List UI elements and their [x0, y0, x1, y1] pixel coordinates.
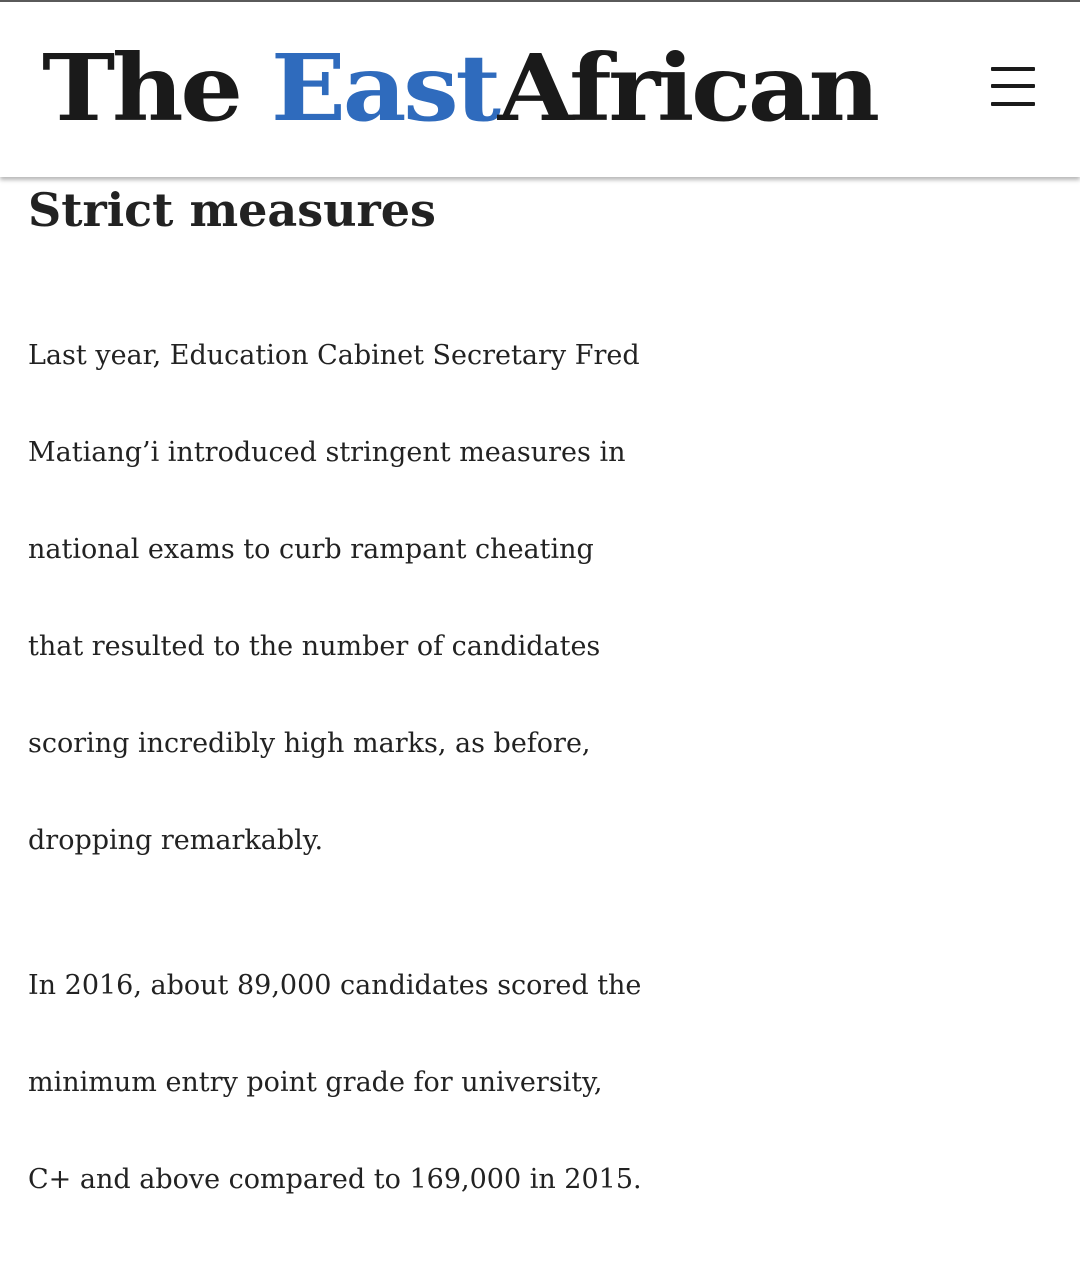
- paragraph-line: Matiang’i introduced stringent measures in: [28, 437, 626, 468]
- article-subheading: Strict measures: [28, 183, 436, 237]
- article-paragraph: [28, 307, 1078, 889]
- paragraph-line: Last year, Education Cabinet Secretary Fred: [28, 340, 640, 371]
- logo-word-african: African: [497, 34, 877, 142]
- hamburger-menu-icon[interactable]: [985, 60, 1041, 116]
- logo-word-the: The: [42, 34, 240, 142]
- paragraph-line: scoring incredibly high marks, as before,: [28, 728, 591, 759]
- menu-bar: [991, 67, 1035, 71]
- paragraph-line: national exams to curb rampant cheating: [28, 534, 594, 565]
- site-header: [0, 0, 1080, 177]
- paragraph-line: In 2016, about 89,000 candidates scored the: [28, 970, 642, 1001]
- paragraph-line: minimum entry point grade for university,: [28, 1067, 603, 1098]
- paragraph-line: dropping remarkably.: [28, 825, 324, 856]
- paragraph-line: that resulted to the number of candidates: [28, 631, 601, 662]
- paragraph-line: C+ and above compared to 169,000 in 2015.: [28, 1164, 642, 1195]
- site-logo[interactable]: [42, 34, 877, 142]
- menu-bar: [991, 102, 1035, 106]
- article-paragraph: [28, 937, 1078, 1228]
- menu-bar: [991, 84, 1035, 88]
- logo-word-east: East: [270, 34, 498, 142]
